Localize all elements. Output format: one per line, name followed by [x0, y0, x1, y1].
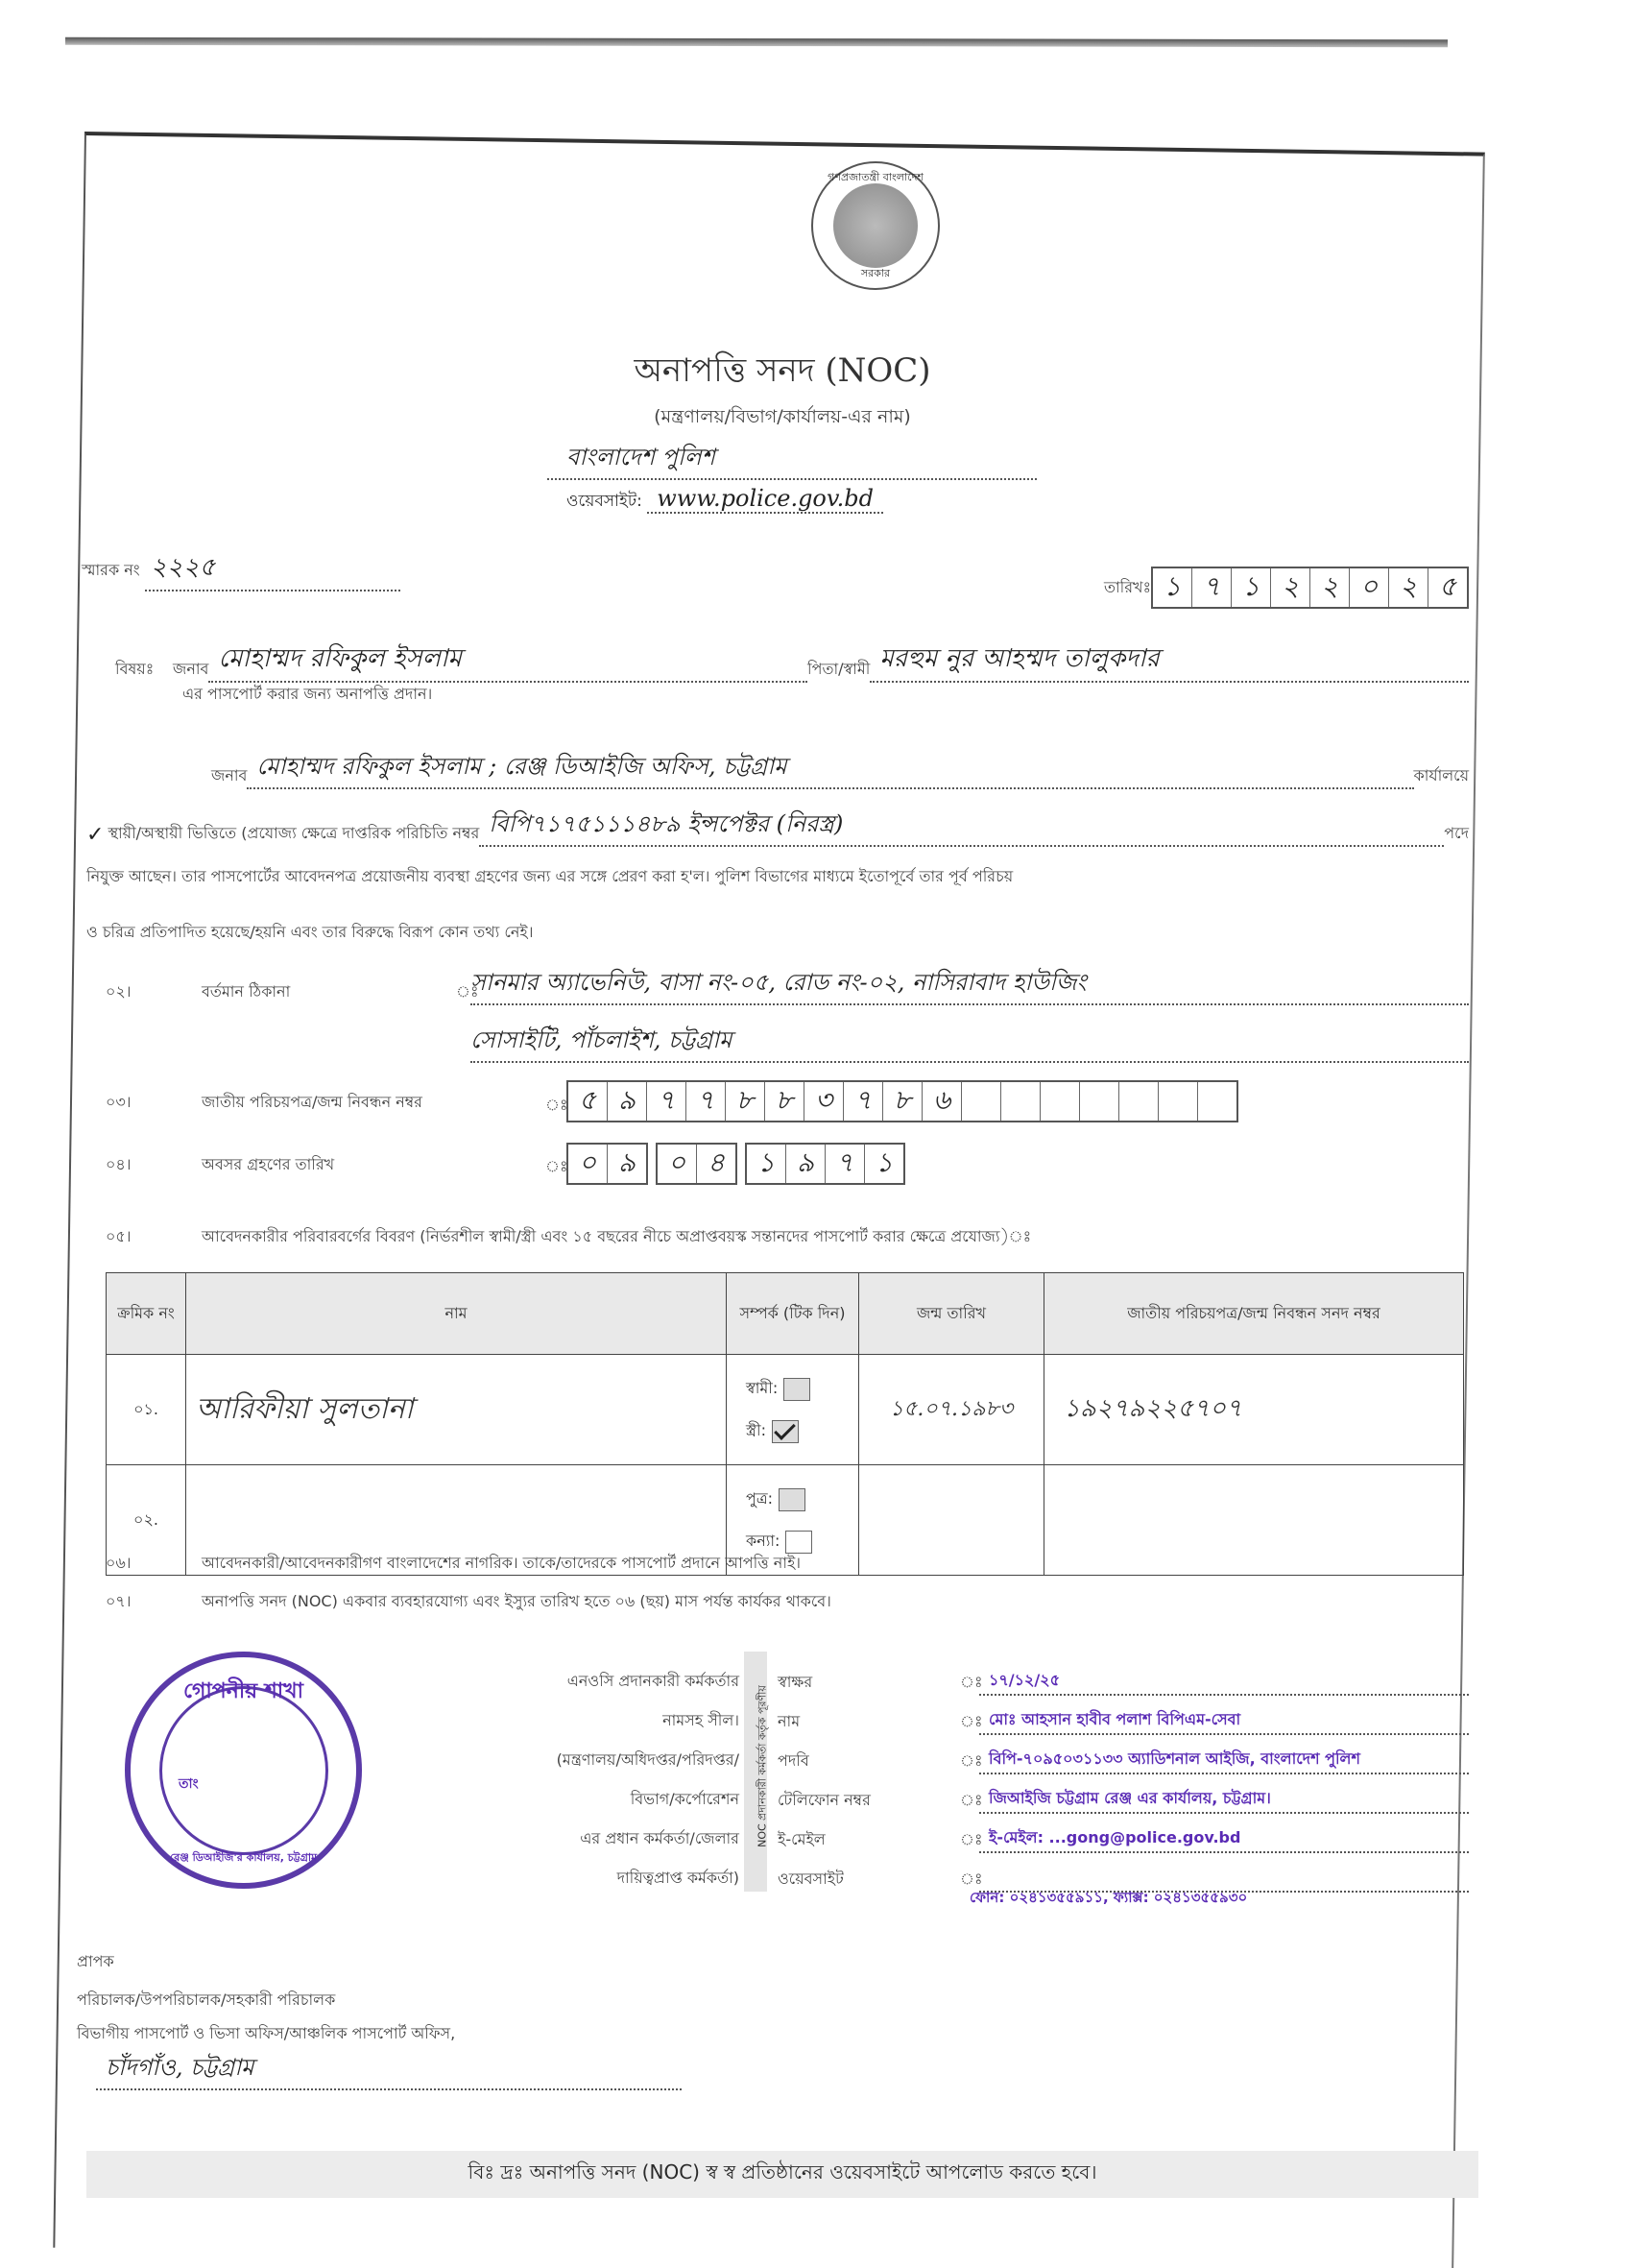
memo-number-field[interactable]: ২২২৫: [145, 547, 400, 591]
family-table-header: [107, 1273, 1464, 1355]
body-line-1: [211, 749, 1469, 789]
signatory-field-row: পদবি ঃ বিপি-৭০৯৫০৩১১৩৩ অ্যাডিশনাল আইজি, বাংলাদেশ পুলিশ: [778, 1735, 1469, 1774]
validity-num: ০৭।: [106, 1592, 132, 1610]
table-row: [107, 1355, 1464, 1465]
row-name-field[interactable]: আরিফীয়া সুলতানা: [186, 1355, 727, 1465]
date-row: [1104, 567, 1469, 609]
nid-num: ০৩।: [106, 1093, 132, 1111]
emblem-bottom-text: সরকার: [860, 267, 891, 279]
signatory-fields: [778, 1656, 1469, 1893]
relation-wife-checkbox[interactable]: [772, 1420, 799, 1443]
office-seal-date-label: তাং: [179, 1776, 199, 1792]
signatory-field-row: ই-মেইল ঃ ই-মেইল: ...gong@police.gov.bd: [778, 1814, 1469, 1853]
signatory-field-value[interactable]: ই-মেইল: ...gong@police.gov.bd: [979, 1825, 1469, 1853]
family-table: [106, 1272, 1464, 1576]
retire-year-digit[interactable]: ১: [875, 1146, 894, 1178]
row-serial: ০১.: [107, 1355, 186, 1465]
subject-mr-label: জনাব: [173, 660, 209, 678]
relation-son-checkbox[interactable]: [779, 1488, 805, 1511]
date-digit-box[interactable]: ০: [1350, 568, 1389, 607]
signatory-field-label: ই-মেইল: [778, 1830, 826, 1848]
signatory-field-row: ওয়েবসাইট ঃ: [778, 1853, 1469, 1893]
memo-row: [82, 547, 400, 591]
retire-num: ০৪।: [106, 1155, 132, 1173]
memo-label: স্মারক নং: [82, 561, 140, 579]
page-subtitle: (মন্ত্রণালয়/বিভাগ/কার্যালয়-এর নাম): [654, 406, 911, 427]
ministry-field[interactable]: বাংলাদেশ পুলিশ: [547, 440, 1037, 480]
row-nid-field[interactable]: [1044, 1465, 1464, 1576]
retire-day-digit[interactable]: ০: [568, 1145, 608, 1183]
recipient-label: প্রাপক: [77, 1952, 114, 1970]
body-line-2: [86, 807, 1469, 847]
retire-year-digit[interactable]: ৭: [826, 1145, 865, 1183]
signatory-description-line: এর প্রধান কর্মকর্তা/জেলার: [580, 1829, 739, 1847]
paper-fold-edge: [65, 37, 1448, 48]
nid-digit-box[interactable]: ৭: [686, 1082, 726, 1121]
citizen-num: ০৬।: [106, 1554, 132, 1572]
family-label: আবেদনকারীর পরিবারবর্গের বিবরণ (নির্ভরশীল স্বামী/স্ত্রী এবং ১৫ বছরের নীচে অপ্রাপ্তবয়স্ক সন্তানদের পাসপোর্ট করার ক্ষেত্রে প্রযোজ্য)ঃ: [202, 1227, 1032, 1245]
nid-digit-box[interactable]: ৮: [765, 1082, 804, 1121]
signatory-description: [374, 1661, 739, 1897]
body-mr-label: জনাব: [211, 766, 248, 784]
signatory-field-label: স্বাক্ষর: [778, 1673, 813, 1691]
date-digit-box[interactable]: ২: [1310, 568, 1350, 607]
signatory-description-line: বিভাগ/কর্পোরেশন: [630, 1790, 739, 1808]
signatory-description-line: দায়িত্বপ্রাপ্ত কর্মকর্তা): [616, 1869, 739, 1887]
date-digit-box[interactable]: ৭: [1192, 568, 1232, 607]
subject-name-field[interactable]: মোহাম্মদ রফিকুল ইসলাম: [208, 639, 807, 683]
retire-date-boxes[interactable]: [566, 1143, 905, 1185]
col-serial: ক্রমিক নং: [107, 1273, 186, 1355]
subject-label: বিষয়ঃ: [115, 660, 155, 678]
page-title: অনাপত্তি সনদ (NOC): [634, 351, 931, 390]
nid-digit-box[interactable]: [1119, 1082, 1159, 1121]
nid-digit-box[interactable]: [962, 1082, 1001, 1121]
government-emblem: [811, 161, 940, 290]
post-suffix: পদে: [1444, 824, 1469, 842]
father-name-field[interactable]: মরহুম নুর আহম্মদ তালুকদার: [870, 639, 1469, 683]
nid-digit-box[interactable]: ৭: [844, 1082, 883, 1121]
signatory-field-value[interactable]: ১৭/১২/২৫: [979, 1668, 1469, 1696]
office-seal-stamp: [125, 1652, 362, 1889]
nid-digit-box[interactable]: ৬: [923, 1082, 962, 1121]
validity-text: অনাপত্তি সনদ (NOC) একবার ব্যবহারযোগ্য এবং ইস্যুর তারিখ হতে ০৬ (ছয়) মাস পর্যন্ত কার্যকর থাকবে।: [202, 1592, 831, 1610]
nid-boxes[interactable]: [566, 1080, 1238, 1122]
address-num: ০২।: [106, 982, 132, 1001]
nid-digit-box[interactable]: ৮: [726, 1082, 765, 1121]
website-field[interactable]: www.police.gov.bd: [647, 485, 883, 514]
nid-digit-box[interactable]: ৯: [608, 1082, 647, 1121]
basis-text: স্থায়ী/অস্থায়ী ভিত্তিতে (প্রযোজ্য ক্ষেত্রে দাপ্তরিক পরিচিতি নম্বর: [108, 824, 480, 842]
date-boxes[interactable]: [1151, 567, 1469, 609]
nid-digit-box[interactable]: ৫: [568, 1082, 608, 1121]
relation-daughter-label: কন্যা:: [746, 1532, 780, 1550]
retire-year-digit[interactable]: ১: [747, 1145, 786, 1183]
official-id-post-field[interactable]: বিপি৭১৭৫১১১৪৮৯ ইন্সপেক্টর (নিরস্ত্র): [479, 807, 1444, 847]
nid-digit-box[interactable]: ৩: [804, 1082, 844, 1121]
stamp-phone-text: ফোন: ০২৪১৩৫৫৯১১, ফ্যাক্স: ০২৪১৩৫৫৯৩০: [970, 1889, 1248, 1906]
nid-digit-box[interactable]: [1159, 1082, 1198, 1121]
nid-digit-box[interactable]: ৭: [647, 1082, 686, 1121]
signatory-description-line: নামসহ সীল।: [662, 1711, 739, 1729]
row-dob-field[interactable]: [859, 1465, 1044, 1576]
office-seal-bottom-text: রেঞ্জ ডিআইজি'র কার্যালয়, চট্টগ্রাম: [169, 1851, 318, 1864]
col-nid: জাতীয় পরিচয়পত্র/জন্ম নিবন্ধন সনদ নম্বর: [1044, 1273, 1464, 1355]
website-label: ওয়েবসাইট:: [566, 492, 642, 511]
relation-daughter-checkbox[interactable]: [785, 1531, 812, 1554]
office-suffix: কার্যালয়ে: [1413, 766, 1469, 784]
relation-husband-checkbox[interactable]: [783, 1378, 810, 1401]
nid-label: জাতীয় পরিচয়পত্র/জন্ম নিবন্ধন নম্বর: [202, 1093, 422, 1111]
retire-label: অবসর গ্রহণের তারিখ: [202, 1155, 335, 1173]
family-num: ০৫।: [106, 1227, 132, 1245]
footer-note: বিঃ দ্রঃ অনাপত্তি সনদ (NOC) স্ব স্ব প্রতিষ্ঠানের ওয়েবসাইটে আপলোড করতে হবে।: [86, 2151, 1478, 2198]
nid-digit-box[interactable]: ৮: [883, 1082, 923, 1121]
signatory-description-line: এনওসি প্রদানকারী কর্মকর্তার: [566, 1672, 739, 1690]
date-digit-box[interactable]: ১: [1153, 568, 1192, 607]
signatory-field-value[interactable]: মোঃ আহসান হাবীব পলাশ বিপিএম-সেবা: [979, 1707, 1469, 1735]
signatory-field-label: ওয়েবসাইট: [778, 1870, 844, 1888]
address-line-1-field[interactable]: সানমার অ্যাভেনিউ, বাসা নং-০৫, রোড নং-০২, নাসিরাবাদ হাউজিং: [470, 965, 1469, 1005]
body-name-office-field[interactable]: মোহাম্মদ রফিকুল ইসলাম ; রেঞ্জ ডিআইজি অফিস, চট্টগ্রাম: [247, 749, 1413, 789]
retire-month-boxes[interactable]: [656, 1143, 737, 1185]
row-dob-field[interactable]: ১৫.০৭.১৯৮৩: [859, 1355, 1044, 1465]
signatory-field-label: নাম: [778, 1712, 801, 1730]
row-relation: [727, 1355, 859, 1465]
row-nid-field[interactable]: ১৯২৭৯২২৫৭০৭: [1044, 1355, 1464, 1465]
father-label: পিতা/স্বামী: [807, 660, 871, 678]
body-line-3: নিযুক্ত আছেন। তার পাসপোর্টের আবেদনপত্র প্রয়োজনীয় ব্যবস্থা গ্রহণের জন্য এর সঙ্গে প্রেরণ করা হ'ল। পুলিশ বিভাগের মাধ্যমে ইতোপূর্বে তার পূর্ব পরিচয়: [86, 867, 1014, 885]
recipient-line-2: বিভাগীয় পাসপোর্ট ও ভিসা অফিস/আঞ্চলিক পাসপোর্ট অফিস,: [77, 2024, 456, 2042]
nid-digit-box[interactable]: [1041, 1082, 1080, 1121]
relation-son-label: পুত্র:: [746, 1489, 774, 1508]
noc-form: গণপ্রজাতন্ত্রী বাংলাদেশ সরকার অনাপত্তি সনদ (NOC) (মন্ত্রণালয়/বিভাগ/কার্যালয়-এর নাম) বাংলাদেশ পুলিশ ওয়েবসাইট: www.police.gov.bd স্মারক নং ২২২৫ তারিখঃ ১ ৭ ১ ২ ২ ০ ২ ৫ বিষয়ঃ জনাব মোহাম্মদ রফিকুল ইসলাম পিতা/স্বামী মরহুম নুর আহম্মদ তালুকদার এর পাসপোর্ট করার জন্য অনাপত্তি প্রদান। জনাব মোহাম্মদ রফিকুল ইসলাম ; রেঞ্জ ডিআইজি অফিস, চট্টগ্রাম কার্যালয়ে ✓ স্থায়ী/অস্থায়ী ভিত্তিতে (প্রযোজ্য ক্ষেত্রে দাপ্তরিক পরিচিতি নম্বর বিপি৭১৭৫১১১৪৮৯ ইন্সপেক্টর (নিরস্ত্র) পদে নিযুক্ত আছেন। তার পাসপোর্টের আবেদনপত্র প্রয়োজনীয় ব্যবস্থা গ্রহণের জন্য এর সঙ্গে প্রেরণ করা হ'ল। পুলিশ বিভাগের মাধ্যমে ইতোপূর্বে তার পূর্ব পরিচয় ও চরিত্র প্রতিপাদিত হয়েছে/হয়নি এবং তার বিরুদ্ধে বিরূপ কোন তথ্য নেই। ০২। বর্তমান ঠিকানা ঃ সানমার অ্যাভেনিউ, বাসা নং-০৫, রোড নং-০২, নাসিরাবাদ হাউজিং সোসাইটি, পাঁচলাইশ, চট্টগ্রাম ০৩। জাতীয় পরিচয়পত্র/জন্ম নিবন্ধন নম্বর ঃ ৫ ৯ ৭ ৭ ৮ ৮ ৩ ৭ ৮ ৬ ০৪। অবসর গ্রহণের তারিখ ঃ ০ ৯ ০ ৪ ১ ৯ ৭ ১ ০৫। আবেদনকারীর পরিবারবর্গের বিবরণ (নির্ভরশীল স্বামী/স্ত্রী এবং ১৫ বছরের নীচে অপ্রাপ্তবয়স্ক সন্তানদের পাসপোর্ট করার ক্ষেত্রে প্রযোজ্য)ঃ ক্রমিক নং নাম সম্পর্ক (টিক দিন) জন্ম তারিখ জাতীয় পরিচয়পত্র/জন্ম নিবন্ধন সনদ নম্বর ০১. আরিফীয়া সুলতানা স্বামী: স্ত্রী: ১৫.০৭.১৯৮৩ ১৯২৭৯২২৫৭০৭ ০২. পুত্র: কন্যা: ০৬। আবেদনকারী/আবেদনকারীগণ বাংলাদেশের নাগরিক। তাকে/তাদেরকে পাসপোর্ট প্রদানে আপত্তি নাই। ০৭। অনাপত্তি সনদ (NOC) একবার ব্যবহারযোগ্য এবং ইস্যুর তারিখ হতে ০৬ (ছয়) মাস পর্যন্ত কার্যকর থাকবে। গোপনীয় শাখা রেঞ্জ ডিআইজি'র কার্যালয়, চট্টগ্রাম তাং এনওসি প্রদানকারী কর্মকর্তার নামসহ সীল। (মন্ত্রণালয়/অধিদপ্তর/পরিদপ্তর/ বিভাগ/কর্পোরেশন এর প্রধান কর্মকর্তা/জেলার দায়িত্বপ্রাপ্ত কর্মকর্তা) NOC প্রদানকারী কর্মকর্তা কর্তৃক পূরণীয় স্বাক্ষর ঃ ১৭/১২/২৫ নাম ঃ মোঃ আহসান হাবীব পলাশ বিপিএম-সেবা পদবি ঃ বিপি-৭০৯৫০৩১১৩৩ অ্যাডিশনাল আইজি, বাংলাদেশ পুলিশ টেলিফোন নম্বর ঃ জিআইজি চট্টগ্রাম রেঞ্জ এর কার্যালয়, চট্টগ্রাম। ই-মেইল ঃ ই-মেইল: ...gong@police.gov.bd ওয়েবসাইট ঃ ফোন: ০২৪১৩৫৫৯১১, ফ্যাক্স: ০২৪১৩৫৫৯৩০ প্রাপক পরিচালক/উপপরিচালক/সহকারী পরিচালক বিভাগীয় পাসপোর্ট ও ভিসা অফিস/আঞ্চলিক পাসপোর্ট অফিস, চাঁদগাঁও, চট্টগ্রাম বিঃ দ্রঃ অনাপত্তি সনদ (NOC) স্ব স্ব প্রতিষ্ঠানের ওয়েবসাইটে আপলোড করতে হবে।: [86, 144, 1478, 2237]
col-relation: সম্পর্ক (টিক দিন): [727, 1273, 859, 1355]
office-seal-top-text: গোপনীয় শাখা: [183, 1679, 303, 1703]
recipient-place-field[interactable]: চাঁদগাঁও, চট্টগ্রাম: [96, 2050, 682, 2090]
row-serial: ০২.: [107, 1465, 186, 1576]
citizen-text: আবেদনকারী/আবেদনকারীগণ বাংলাদেশের নাগরিক। তাকে/তাদেরকে পাসপোর্ট প্রদানে আপত্তি নাই।: [202, 1554, 802, 1572]
retire-month-digit[interactable]: ৪: [707, 1146, 726, 1178]
signatory-description-line: (মন্ত্রণালয়/অধিদপ্তর/পরিদপ্তর/: [556, 1750, 739, 1769]
date-digit-box[interactable]: ২: [1271, 568, 1310, 607]
website-row: [566, 485, 883, 516]
subject-row: [115, 639, 1469, 683]
date-label: তারিখঃ: [1104, 577, 1152, 596]
nid-digit-box[interactable]: [1001, 1082, 1041, 1121]
signatory-field-row: টেলিফোন নম্বর ঃ জিআইজি চট্টগ্রাম রেঞ্জ এর কার্যালয়, চট্টগ্রাম।: [778, 1774, 1469, 1814]
nid-digit-box[interactable]: [1080, 1082, 1119, 1121]
signatory-field-row: স্বাক্ষর ঃ ১৭/১২/২৫: [778, 1656, 1469, 1696]
subject-purpose: এর পাসপোর্ট করার জন্য অনাপত্তি প্রদান।: [182, 685, 433, 703]
signatory-field-label: টেলিফোন নম্বর: [778, 1791, 871, 1809]
signatory-field-value[interactable]: জিআইজি চট্টগ্রাম রেঞ্জ এর কার্যালয়, চট্টগ্রাম।: [979, 1786, 1469, 1814]
retire-year-digit[interactable]: ৯: [786, 1145, 826, 1183]
signatory-field-label: পদবি: [778, 1751, 809, 1770]
nid-digit-box[interactable]: [1198, 1082, 1236, 1121]
address-line-2-field[interactable]: সোসাইটি, পাঁচলাইশ, চট্টগ্রাম: [470, 1023, 1469, 1063]
date-digit-box[interactable]: ১: [1232, 568, 1271, 607]
address-label: বর্তমান ঠিকানা: [202, 982, 291, 1001]
retire-day-digit[interactable]: ৯: [617, 1146, 636, 1178]
checkmark-icon: ✓: [86, 823, 105, 847]
relation-husband-label: স্বামী:: [746, 1379, 779, 1397]
retire-day-boxes[interactable]: [566, 1143, 648, 1185]
date-digit-box[interactable]: ২: [1389, 568, 1428, 607]
retire-month-digit[interactable]: ০: [658, 1145, 697, 1183]
bangladesh-map-icon: [833, 183, 918, 268]
retire-year-boxes[interactable]: [745, 1143, 905, 1185]
relation-wife-label: স্ত্রী:: [746, 1421, 766, 1439]
recipient-line-1: পরিচালক/উপপরিচালক/সহকারী পরিচালক: [77, 1991, 336, 2009]
col-name: নাম: [186, 1273, 727, 1355]
noc-vertical-label: NOC প্রদানকারী কর্মকর্তা কর্তৃক পূরণীয়: [744, 1652, 767, 1892]
body-line-4: ও চরিত্র প্রতিপাদিত হয়েছে/হয়নি এবং তার বিরুদ্ধে বিরূপ কোন তথ্য নেই।: [86, 923, 534, 941]
emblem-top-text: গণপ্রজাতন্ত্রী বাংলাদেশ: [828, 171, 924, 183]
signatory-field-value[interactable]: বিপি-৭০৯৫০৩১১৩৩ অ্যাডিশনাল আইজি, বাংলাদেশ পুলিশ: [979, 1747, 1469, 1774]
signatory-field-row: নাম ঃ মোঃ আহসান হাবীব পলাশ বিপিএম-সেবা: [778, 1696, 1469, 1735]
date-digit-box[interactable]: ৫: [1438, 569, 1457, 602]
col-dob: জন্ম তারিখ: [859, 1273, 1044, 1355]
